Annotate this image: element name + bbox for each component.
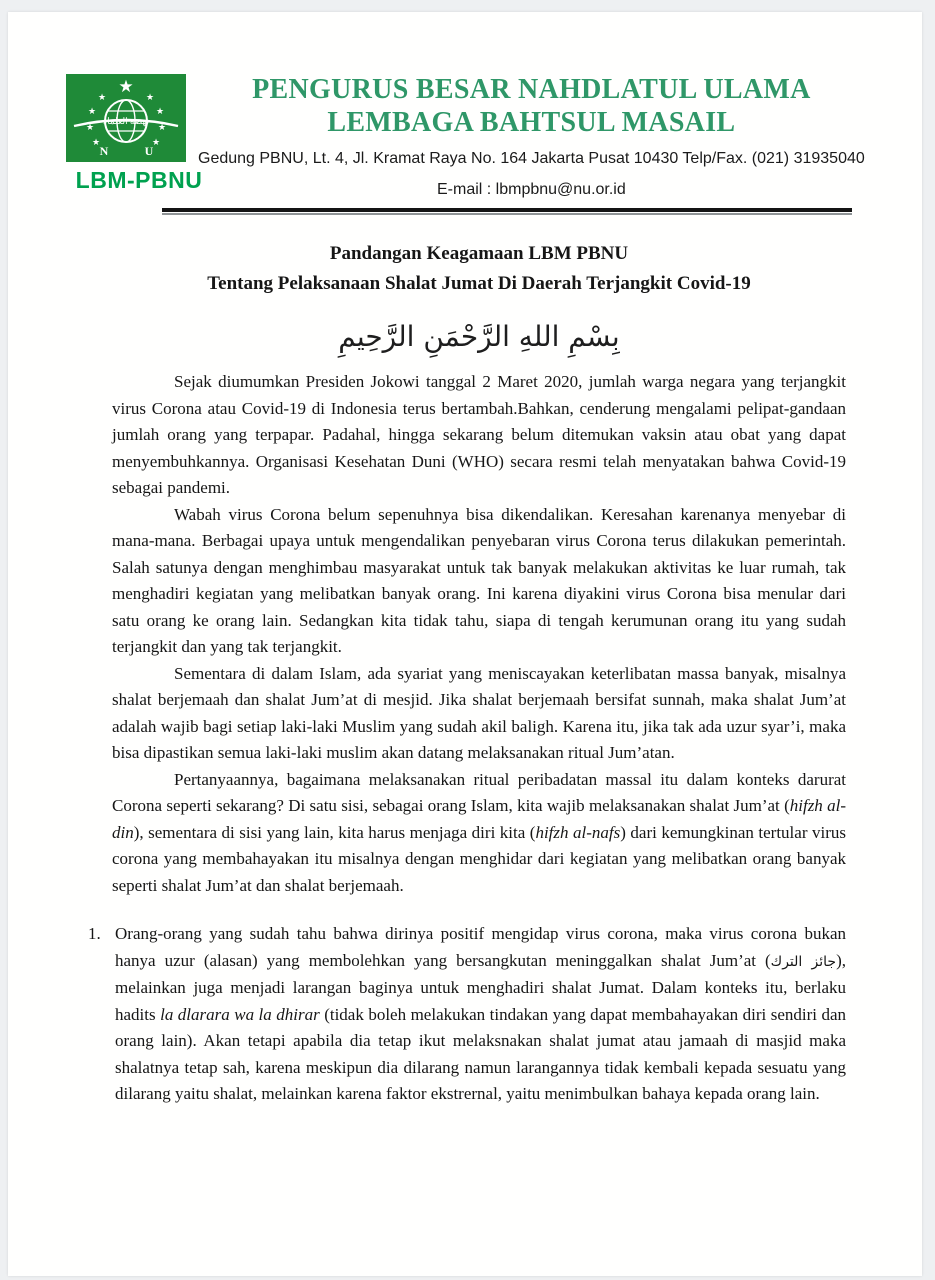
text-segment: Pertanyaannya, bagaimana melaksanakan ritual peribadatan massal itu dalam konteks darurat Corona seperti sekarang? Di satu sisi, sebagai orang Islam, kita wajib melaksanakan shalat Jum’at ( <box>112 769 846 815</box>
divider-thick-line <box>162 208 852 212</box>
nu-logo-arabic-text: نهضة العلماء <box>102 116 150 126</box>
list-number: 1. <box>88 924 101 943</box>
svg-text:★: ★ <box>91 137 101 147</box>
paragraph <box>112 502 846 661</box>
paragraph <box>112 661 846 767</box>
numbered-list <box>88 921 847 1108</box>
svg-text:★: ★ <box>151 137 161 147</box>
address-line: Gedung PBNU, Lt. 4, Jl. Kramat Raya No. 164 Jakarta Pusat 10430 Telp/Fax. (021) 31935040 <box>198 150 865 167</box>
paragraphs-container <box>112 369 846 899</box>
logo-letter-n: N <box>99 144 109 158</box>
svg-text:★: ★ <box>118 77 134 96</box>
email-line: E-mail : lbmpbnu@nu.or.id <box>436 181 626 198</box>
logo-column <box>66 74 203 194</box>
paragraph <box>112 369 846 502</box>
organization-name-line1: PENGURUS BESAR NAHDLATUL ULAMA <box>252 74 811 105</box>
text-segment: ), melainkan juga menjadi larangan baginya untuk menghadiri shalat Jumat. Dalam konteks itu, berlaku hadits <box>115 950 846 1024</box>
italic-term: hifzh al-nafs <box>535 822 621 842</box>
text-segment: (tidak boleh melakukan tindakan yang dapat membahayakan diri sendiri dan orang lain). Akan tetapi apabila dia tetap ikut melaksnakan shalat jumat atau jamaah di masjid maka shalatnya tetap sah, karena meskipun dia dilarang namun larangannya tidak kembali kepada sesuatu yang dilarang yaitu shalat, melainkan karena faktor ekstrernal, yaitu menimbulkan bahaya kepada orang lain. <box>115 1004 847 1103</box>
text-segment: ) dari kemungkinan tertular virus corona yang membahayakan itu misalnya dengan menghidar dari kegiatan yang melibatkan orang banyak seperti shalat Jum’at dan shalat berjemaah. <box>112 822 846 895</box>
logo-letter-u: U <box>144 144 154 158</box>
letterhead-divider <box>162 208 852 215</box>
italic-term: la dlarara wa la dhirar <box>160 1004 320 1024</box>
svg-text:★: ★ <box>155 106 165 116</box>
document-page <box>8 12 922 1276</box>
svg-text:★: ★ <box>87 106 97 116</box>
list-item-text <box>115 921 846 1108</box>
nu-logo-icon <box>66 74 186 162</box>
document-title-line1: Pandangan Keagamaan LBM PBNU <box>329 243 629 264</box>
text-segment: ), sementara di sisi yang lain, kita harus menjaga diri kita ( <box>133 822 536 842</box>
arabic-term: جائز الترك <box>770 953 837 970</box>
text-segment: Sejak diumumkan Presiden Jokowi tanggal 2 Maret 2020, jumlah warga negara yang terjangkit virus Corona atau Covid-19 di Indonesia terus bertambah.Bahkan, cenderung mengalami pelipat-gandaan jumlah orang yang terpapar. Padahal, hingga sekarang belum ditemukan vaksin atau obat yang dapat menyembuhkannya. Organisasi Kesehatan Duni (WHO) secara resmi telah menyatakan bahwa Covid-19 sebagai pandemi. <box>112 372 846 497</box>
svg-text:★: ★ <box>85 122 95 132</box>
divider-thin-line <box>162 213 852 215</box>
document-title-line2: Tentang Pelaksanaan Shalat Jumat Di Daerah Terjangkit Covid-19 <box>207 273 751 294</box>
document-title <box>112 239 846 299</box>
organization-name-line2: LEMBAGA BAHTSUL MASAIL <box>327 107 736 138</box>
letterhead <box>66 74 865 199</box>
logo-caption: LBM-PBNU <box>75 167 203 193</box>
text-segment: Orang-orang yang sudah tahu bahwa dirinya positif mengidap virus corona, maka virus corona bukan hanya uzur (alasan) yang membolehkan yang bersangkutan meninggalkan shalat Jum’at ( <box>115 924 846 970</box>
list-item <box>88 921 847 1108</box>
svg-text:★: ★ <box>97 92 107 102</box>
paragraph <box>112 767 846 900</box>
svg-text:★: ★ <box>145 92 155 102</box>
basmala-calligraphy: بِسْمِ اللهِ الرَّحْمَنِ الرَّحِيمِ <box>338 320 620 353</box>
text-segment: Wabah virus Corona belum sepenuhnya bisa dikendalikan. Keresahan karenanya menyebar di mana-mana. Berbagai upaya untuk mengendalikan penyebaran virus Corona terus dilakukan pemerintah. Salah satunya dengan menghimbau masyarakat untuk tak banyak melakukan aktivitas ke luar rumah, tak menghadiri kegiatan yang melibatkan banyak orang. Ini karena diyakini virus Corona bisa menular dari satu orang ke orang lain. Sedangkan kita tidak tahu, siapa di tengah kerumunan orang itu yang sudah terjangkit dan yang tak terjangkit. <box>112 504 846 656</box>
letterhead-text <box>198 74 865 199</box>
document-body-text <box>88 369 847 1108</box>
svg-text:★: ★ <box>157 122 167 132</box>
italic-term: hifzh al-din <box>112 796 847 842</box>
document-content <box>88 239 847 1108</box>
text-segment: Sementara di dalam Islam, ada syariat yang meniscayakan keterlibatan massa banyak, misalnya shalat berjemaah dan shalat Jum’at di mesjid. Jika shalat berjemaah bersifat sunnah, maka shalat Jum’at adalah wajib bagi setiap laki-laki Muslim yang sudah akil baligh. Karena itu, jika tak ada uzur syar’i, maka bisa dipastikan semua laki-laki muslim akan datang melaksanakan ritual Jum’atan. <box>112 663 846 762</box>
